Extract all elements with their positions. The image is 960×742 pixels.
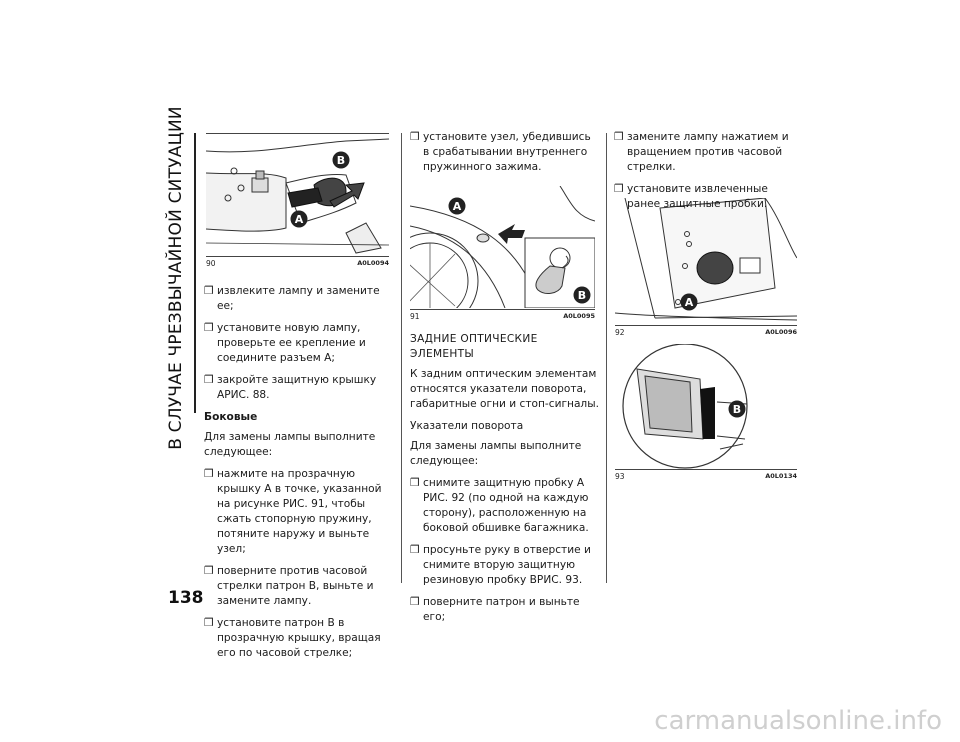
column-divider-1 [401,133,402,583]
figure-number: 91 [410,312,420,321]
figure-90-illustration [206,133,389,255]
section-heading: ЗАДНИЕ ОПТИЧЕСКИЕ ЭЛЕМЕНТЫ [410,333,538,360]
column-divider-2 [606,133,607,583]
figure-93-illustration [615,344,797,469]
section-title: В СЛУЧАЕ ЧРЕЗВЫЧАЙНОЙ СИТУАЦИИ [166,106,186,450]
figure-90 [206,133,389,268]
figure-91-illustration [410,186,595,308]
figure-bottom-rule [410,309,595,310]
bullet-item: ❒ установите извлеченные ранее защитные пробки. [614,183,768,210]
bullet-item: ❒ извлеките лампу и замените ее; [204,285,380,312]
page-number: 138 [168,588,204,608]
figure-93 [615,344,797,482]
paragraph: Для замены лампы выполните следующее: [410,440,582,467]
bullet-item: ❒ поверните против часовой стрелки патрон B, выньте и замените лампу. [204,565,374,607]
column-3-text [614,130,800,219]
bullet-item: ❒ просуньте руку в отверстие и снимите вторую защитную резиновую пробку BРИС. 93. [410,544,591,586]
callout-b: B [336,154,346,167]
callout-b: B [732,403,742,416]
figure-92 [615,198,797,338]
figure-number: 92 [615,328,625,337]
bullet-item: ❒ установите новую лампу, проверьте ее крепление и соедините разъем A; [204,322,366,364]
callout-a: A [684,296,694,309]
bullet-item: ❒ нажмите на прозрачную крышку A в точке, указанной на рисунке РИС. 91, чтобы сжать стопорную пружину, потяните наружу и выньте узел; [204,468,382,555]
figure-bottom-rule [615,469,797,470]
figure-code: A0L0094 [357,259,389,267]
column-1-text [204,284,392,668]
column-2-text [410,332,600,632]
figure-code: A0L0134 [765,472,797,480]
paragraph: К задним оптическим элементам относятся указатели поворота, габаритные огни и стоп-сигналы. [410,368,599,410]
bullet-item: ❒ установите патрон B в прозрачную крышку, вращая его по часовой стрелке; [204,617,381,659]
figure-code: A0L0096 [765,328,797,336]
figure-number: 93 [615,472,625,481]
figure-code: A0L0095 [563,312,595,320]
bullet-item: ❒ поверните патрон и выньте его; [410,596,580,623]
paragraph: Для замены лампы выполните следующее: [204,431,376,458]
watermark: carmanualsonline.info [654,706,942,736]
section-heading: Боковые [204,411,258,423]
callout-b: B [577,289,587,302]
column-2-top-text [410,130,598,182]
figure-bottom-rule [206,256,389,257]
callout-a: A [452,200,462,213]
subheading: Указатели поворота [410,420,524,432]
figure-bottom-rule [615,325,797,326]
bullet-item: ❒ замените лампу нажатием и вращением против часовой стрелки. [614,131,789,173]
bullet-item: ❒ установите узел, убедившись в срабатывании внутреннего пружинного зажима. [410,131,591,173]
section-title-rule [194,133,196,413]
figure-91 [410,186,595,321]
callout-a: A [294,213,304,226]
figure-number: 90 [206,259,216,268]
bullet-item: ❒ снимите защитную пробку A РИС. 92 (по одной на каждую сторону), расположенную на боковой обшивке багажника. [410,477,589,534]
bullet-item: ❒ закройте защитную крышку АРИС. 88. [204,374,377,401]
